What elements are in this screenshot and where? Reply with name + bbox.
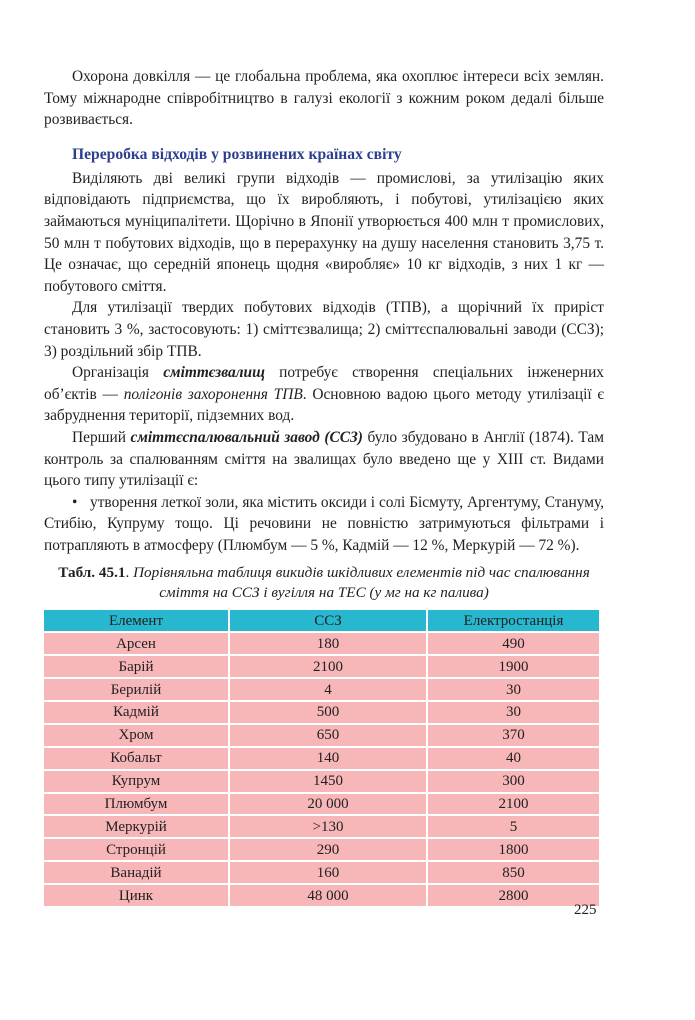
table-row [44,794,601,817]
table-label: Табл. 45.1 [58,564,126,582]
cell-powerplant: 40 [428,748,601,771]
cell-element: Купрум [44,771,230,794]
table-row [44,862,601,885]
intro-paragraph: Охорона довкілля — це глобальна проблема, яка охоплює інтереси всіх землян. Тому міжнародне співробітництво в галузі екології з кожним роком дедалі більше розвивається. [44,68,604,129]
cell-powerplant: 30 [428,679,601,702]
cell-element: Кадмій [44,702,230,725]
table-row [44,656,601,679]
table-row [44,748,601,771]
text-run: . Основною вадою цього методу утилізації є забруднення території, підземних вод. [44,385,605,425]
term-landfills: сміттєзвалищ [163,364,265,382]
cell-powerplant: 2100 [428,794,601,817]
cell-ssz: 290 [230,839,428,862]
text-run: Перший [72,428,131,446]
column-header-ssz: ССЗ [230,610,428,633]
cell-powerplant: 490 [428,633,601,656]
cell-ssz: 1450 [230,771,428,794]
caption-separator: . [125,564,134,582]
table-row [44,839,601,862]
paragraph-tpv-utilization: Для утилізації твердих побутових відходів (ТПВ), а щорічний їх приріст становить 3 %, застосовують: 1) сміттєзвалища; 2) сміттєспалювальні заводи (ССЗ); 3) роздільний збір ТПВ. [44,299,604,360]
cell-element: Кобальт [44,748,230,771]
table-caption [44,563,604,603]
page-number: 225 [574,902,597,918]
cell-powerplant: 30 [428,702,601,725]
table-row [44,679,601,702]
bullet-text: утворення леткої золи, яка містить оксиди і солі Бісмуту, Аргентуму, Стануму, Стибію, Купруму тощо. Ці речовини не повністю затримуються фільтрами і потрапляють в атмосферу (Плюмбум — 5 %, Кадмій — 12 %, Меркурій — 72 %). [44,493,604,554]
cell-element: Плюмбум [44,794,230,817]
cell-element: Арсен [44,633,230,656]
cell-powerplant: 1900 [428,656,601,679]
cell-ssz: 180 [230,633,428,656]
cell-ssz: >130 [230,816,428,839]
cell-ssz: 20 000 [230,794,428,817]
cell-ssz: 2100 [230,656,428,679]
column-header-element: Елемент [44,610,230,633]
cell-powerplant: 5 [428,816,601,839]
text-run: було збудовано в Англії (1874). Там контроль за спалюванням сміття на звалищах було введено ще у XIII ст. Видами цього типу утилізації є: [44,428,604,490]
cell-element: Берилій [44,679,230,702]
paragraph-waste-groups: Виділяють дві великі групи відходів — промислові, за утилізацію яких відповідають підприємства, що їх виробляють, і побутові, утилізацією яких займаються муніципалітети. Щорічно в Японії утворюється 400 млн т промислових, 50 млн т побутових відходів, що в перерахунку на душу населення становить 3,75 т. Це означає, що середній японець щодня «виробляє» 10 кг відходів, з них 1 кг — побутового сміття. [44,169,604,295]
table-row [44,816,601,839]
paragraph-incineration [44,427,604,492]
cell-element: Барій [44,656,230,679]
bullet-marker: • [72,493,78,511]
cell-powerplant: 850 [428,862,601,885]
cell-ssz: 140 [230,748,428,771]
bullet-item-fly-ash [44,492,604,557]
cell-powerplant: 300 [428,771,601,794]
emissions-table [44,610,601,908]
column-header-powerplant: Електростанція [428,610,601,633]
text-run: Організація [72,364,164,382]
table-row [44,633,601,656]
cell-ssz: 500 [230,702,428,725]
table-header-row [44,610,601,633]
term-incineration-plant: сміттєспалювальний завод (ССЗ) [130,428,363,446]
cell-element: Цинк [44,885,230,908]
text-run: потребує створення спеціальних інженерних об’єктів — [44,364,604,403]
paragraph-landfills [44,362,604,427]
cell-element: Хром [44,725,230,748]
table-title: Порівняльна таблиця викидів шкідливих елементів під час спалювання сміття на ССЗ і вугілля на ТЕС (у мг на кг палива) [133,564,590,602]
cell-ssz: 160 [230,862,428,885]
cell-element: Ванадій [44,862,230,885]
cell-ssz: 4 [230,679,428,702]
table-row [44,885,601,908]
cell-element: Меркурій [44,816,230,839]
section-heading: Переробка відходів у розвинених країнах світу [72,145,402,163]
cell-powerplant: 2800 [428,885,601,908]
page-content [44,66,604,908]
cell-powerplant: 1800 [428,839,601,862]
cell-ssz: 48 000 [230,885,428,908]
cell-ssz: 650 [230,725,428,748]
table-row [44,771,601,794]
cell-element: Стронцій [44,839,230,862]
cell-powerplant: 370 [428,725,601,748]
table-row [44,725,601,748]
term-polygons: полігонів захоронення ТПВ [123,385,303,403]
table-row [44,702,601,725]
